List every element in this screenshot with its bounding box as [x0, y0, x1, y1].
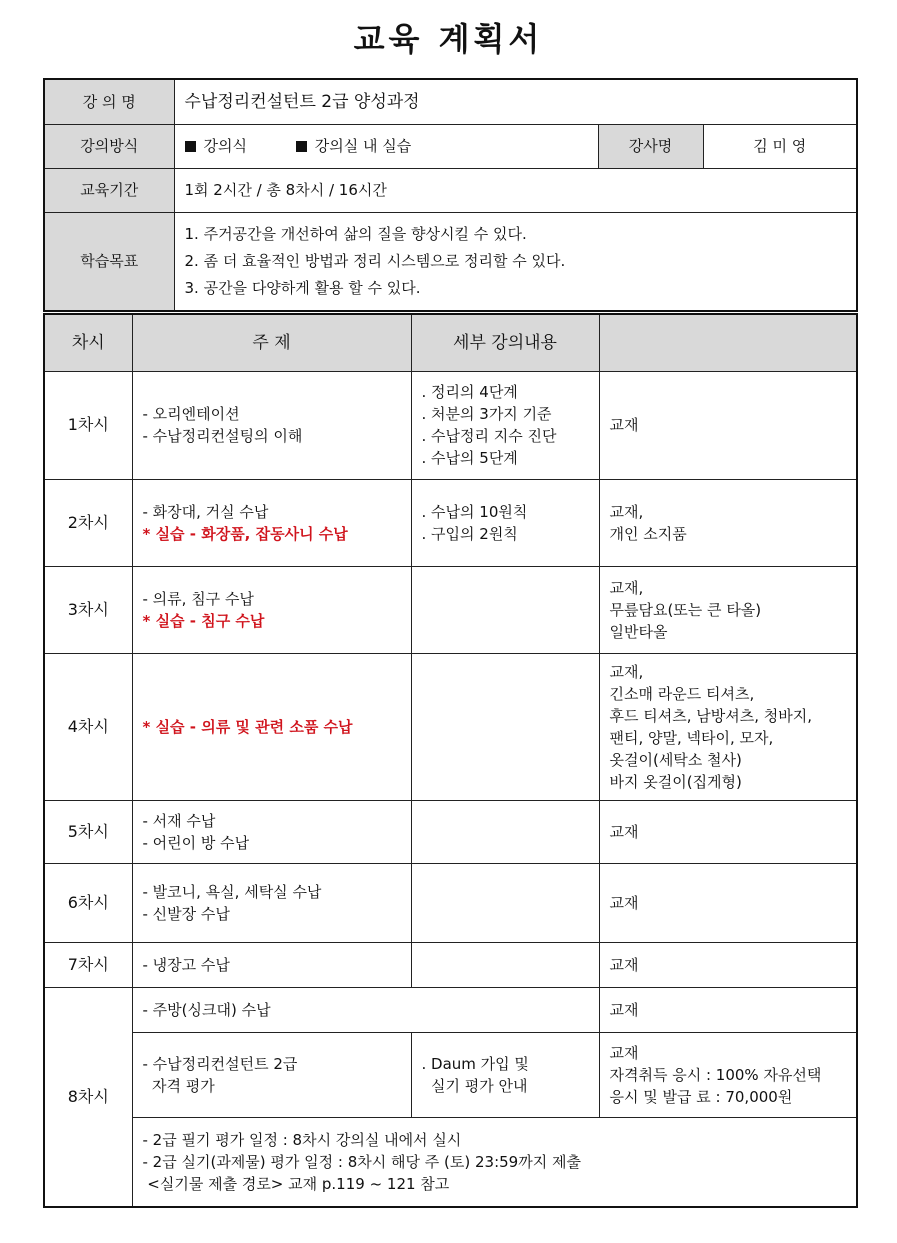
details-cell	[411, 863, 599, 942]
material-line: 교재,	[609, 662, 644, 681]
schedule-row	[44, 653, 857, 800]
instructor-label: 강사명	[598, 124, 703, 168]
header-materials	[599, 314, 857, 371]
header-session: 차시	[44, 314, 132, 371]
details-cell	[411, 371, 599, 479]
practice-topic-line: * 실습 - 침구 수납	[142, 611, 265, 630]
topic-line: - 오리엔테이션	[142, 405, 240, 423]
detail-line: . 수납정리 지수 진단	[421, 427, 557, 445]
period-value: 1회 2시간 / 총 8차시 / 16시간	[174, 168, 857, 212]
material-line: 옷걸이(세탁소 철사)	[609, 750, 742, 769]
topic-line: - 신발장 수납	[142, 904, 230, 923]
topic-cell	[132, 942, 411, 987]
schedule-row	[44, 942, 857, 987]
material-line: 교재	[609, 416, 639, 434]
details-cell	[411, 942, 599, 987]
note-line: - 2급 필기 평가 일정 : 8차시 강의실 내에서 실시	[142, 1130, 462, 1149]
detail-line: . Daum 가입 및	[421, 1054, 529, 1073]
goals-label: 학습목표	[44, 212, 174, 311]
session-cell: 2차시	[44, 479, 132, 566]
detail-line: . 구입의 2원칙	[421, 524, 518, 543]
material-line: 교재	[609, 893, 639, 912]
topic-line: 자격 평가	[142, 1076, 215, 1095]
material-line: 팬티, 양말, 넥타이, 모자,	[609, 728, 774, 747]
topic-line: - 주방(싱크대) 수납	[142, 1000, 271, 1019]
method-item: 강의실 내 실습	[296, 137, 411, 155]
material-line: 교재	[609, 1043, 639, 1062]
goal-item: 1. 주거공간을 개선하여 삶의 질을 향상시킬 수 있다.	[184, 224, 527, 243]
materials-cell	[599, 479, 857, 566]
material-line: 교재	[609, 822, 639, 841]
header-topic: 주 제	[132, 314, 411, 371]
square-bullet-icon	[296, 141, 307, 152]
schedule-row	[44, 800, 857, 863]
topic-cell	[132, 653, 411, 800]
schedule-row	[44, 863, 857, 942]
material-line: 무릎담요(또는 큰 타올)	[609, 600, 762, 619]
session-cell: 1차시	[44, 371, 132, 479]
schedule-row	[44, 566, 857, 653]
session-cell: 4차시	[44, 653, 132, 800]
square-bullet-icon	[185, 141, 196, 152]
detail-line: . 정리의 4단계	[421, 383, 518, 401]
topic-line: - 화장대, 거실 수납	[142, 502, 269, 521]
material-line: 후드 티셔츠, 남방셔츠, 청바지,	[609, 706, 812, 725]
goal-item: 2. 좀 더 효율적인 방법과 정리 시스템으로 정리할 수 있다.	[184, 251, 566, 270]
material-line: 교재,	[609, 502, 644, 521]
period-label: 교육기간	[44, 168, 174, 212]
lecture-name: 수납정리컨설턴트 2급 양성과정	[174, 79, 857, 124]
practice-topic-line: * 실습 - 화장품, 잡동사니 수납	[142, 524, 348, 543]
methods-cell	[174, 124, 598, 168]
schedule-row	[44, 479, 857, 566]
topic-cell	[132, 863, 411, 942]
session-cell: 6차시	[44, 863, 132, 942]
details-cell	[411, 800, 599, 863]
topic-cell	[132, 1032, 411, 1117]
materials-cell	[599, 800, 857, 863]
detail-line: . 수납의 5단계	[421, 449, 518, 467]
topic-cell	[132, 566, 411, 653]
session-cell: 3차시	[44, 566, 132, 653]
schedule-body	[44, 371, 857, 987]
detail-line: . 수납의 10원칙	[421, 502, 528, 521]
topic-line: - 어린이 방 수납	[142, 833, 250, 852]
practice-topic-line: * 실습 - 의류 및 관련 소품 수납	[142, 717, 353, 736]
session-cell: 7차시	[44, 942, 132, 987]
method-item: 강의식	[185, 137, 247, 155]
goals-cell	[174, 212, 857, 311]
document-title: 교육 계획서	[353, 20, 544, 58]
notes-cell	[132, 1117, 857, 1207]
info-table	[43, 78, 858, 312]
topic-line: - 발코니, 욕실, 세탁실 수납	[142, 882, 322, 901]
schedule-table	[43, 313, 858, 1208]
material-line: 교재	[609, 1000, 639, 1019]
method-label: 강의방식	[44, 124, 174, 168]
materials-cell	[599, 566, 857, 653]
schedule-row	[44, 371, 857, 479]
session-cell: 8차시	[44, 987, 132, 1207]
materials-cell	[599, 371, 857, 479]
session-cell: 5차시	[44, 800, 132, 863]
topic-cell	[132, 987, 599, 1032]
note-line: - 2급 실기(과제물) 평가 일정 : 8차시 해당 주 (토) 23:59까지 제출	[142, 1152, 581, 1171]
details-cell	[411, 1032, 599, 1117]
topic-cell	[132, 800, 411, 863]
material-line: 바지 옷걸이(집게형)	[609, 772, 742, 791]
material-line: 응시 및 발급 료 : 70,000원	[609, 1087, 793, 1106]
topic-cell	[132, 479, 411, 566]
topic-line: - 서재 수납	[142, 811, 216, 830]
material-line: 개인 소지품	[609, 524, 687, 543]
topic-line: - 의류, 침구 수납	[142, 589, 254, 608]
material-line: 자격취득 응시 : 100% 자유선택	[609, 1065, 822, 1084]
detail-line: . 처분의 3가지 기준	[421, 405, 552, 423]
detail-line: 실기 평가 안내	[421, 1076, 528, 1095]
material-line: 교재	[609, 955, 639, 974]
lecture-name-label: 강 의 명	[44, 79, 174, 124]
topic-line: - 수납정리컨설팅의 이해	[142, 427, 303, 445]
materials-cell	[599, 653, 857, 800]
materials-cell	[599, 863, 857, 942]
note-line: <실기물 제출 경로> 교재 p.119 ~ 121 참고	[142, 1174, 450, 1193]
details-cell	[411, 566, 599, 653]
materials-cell	[599, 987, 857, 1032]
topic-line: - 냉장고 수납	[142, 955, 230, 974]
details-cell	[411, 479, 599, 566]
topic-line: - 수납정리컨설턴트 2급	[142, 1054, 298, 1073]
materials-cell	[599, 1032, 857, 1117]
header-details: 세부 강의내용	[411, 314, 599, 371]
goal-item: 3. 공간을 다양하게 활용 할 수 있다.	[184, 278, 421, 297]
material-line: 교재,	[609, 578, 644, 597]
instructor-name: 김 미 영	[703, 124, 857, 168]
materials-cell	[599, 942, 857, 987]
topic-cell	[132, 371, 411, 479]
details-cell	[411, 653, 599, 800]
material-line: 일반타올	[609, 622, 668, 641]
material-line: 긴소매 라운드 티셔츠,	[609, 684, 755, 703]
